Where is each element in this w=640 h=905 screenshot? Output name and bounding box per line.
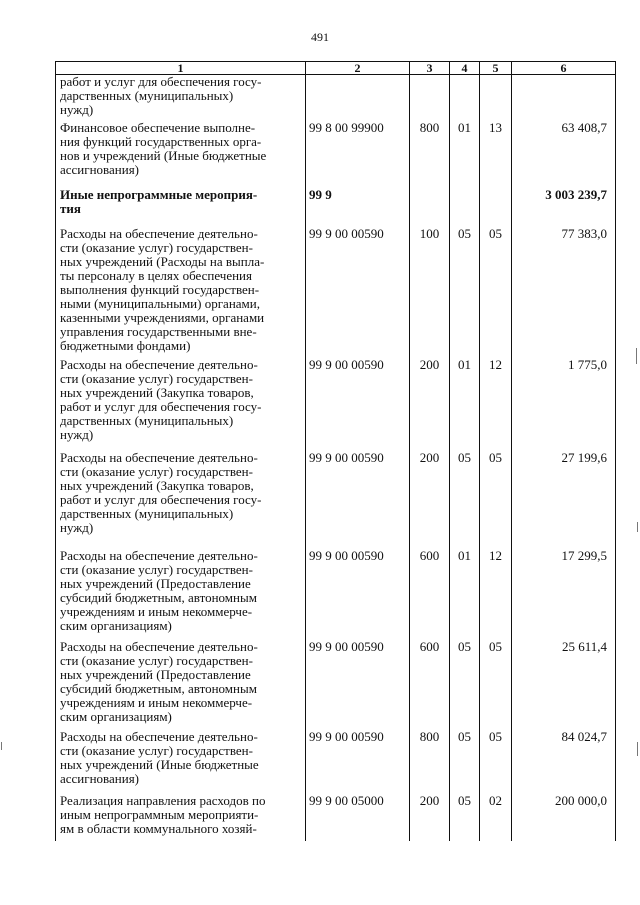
target-article-cell: 99 9 00 00590 (306, 730, 410, 794)
expense-name-cell: Реализация направления расходов по иным непрограммным мероприяти- ям в области коммунального хозяй- (56, 794, 306, 841)
budget-table (55, 61, 616, 841)
section-cell: 05 (450, 730, 480, 794)
section-cell: 05 (450, 794, 480, 841)
subsection-cell: 05 (480, 227, 512, 358)
target-article-cell: 99 9 00 00590 (306, 640, 410, 730)
table-row (56, 549, 616, 640)
table-row (56, 121, 616, 188)
column-header: 3 (410, 62, 450, 75)
table-header-row (56, 62, 616, 75)
target-article-cell: 99 8 00 99900 (306, 121, 410, 188)
expense-type-cell: 600 (410, 549, 450, 640)
expense-type-cell: 600 (410, 640, 450, 730)
amount-cell: 77 383,0 (512, 227, 616, 358)
subsection-cell: 12 (480, 549, 512, 640)
scan-edge-mark (1, 742, 2, 750)
section-cell: 05 (450, 640, 480, 730)
amount-cell: 200 000,0 (512, 794, 616, 841)
expense-name-cell: Расходы на обеспечение деятельно- сти (оказание услуг) государствен- ных учреждений (Закупка товаров, работ и услуг для обеспечения госу- дарственных (муниципальных) нужд) (56, 358, 306, 451)
subsection-cell: 05 (480, 730, 512, 794)
subsection-cell: 12 (480, 358, 512, 451)
expense-name-cell: Расходы на обеспечение деятельно- сти (оказание услуг) государствен- ных учреждений (Закупка товаров, работ и услуг для обеспечения госу- дарственных (муниципальных) нужд) (56, 451, 306, 549)
section-cell: 01 (450, 121, 480, 188)
section-cell (450, 75, 480, 121)
expense-name-cell: Иные непрограммные мероприя- тия (56, 188, 306, 227)
subsection-cell: 02 (480, 794, 512, 841)
table-row (56, 794, 616, 841)
subsection-cell: 05 (480, 640, 512, 730)
target-article-cell: 99 9 00 00590 (306, 358, 410, 451)
table-row (56, 640, 616, 730)
expense-type-cell (410, 75, 450, 121)
amount-cell: 3 003 239,7 (512, 188, 616, 227)
table-row (56, 188, 616, 227)
target-article-cell (306, 75, 410, 121)
expense-type-cell: 200 (410, 358, 450, 451)
expense-name-cell: Финансовое обеспечение выполне- ния функций государственных орга- нов и учреждений (Иные бюджетные ассигнования) (56, 121, 306, 188)
column-header: 6 (512, 62, 616, 75)
target-article-cell: 99 9 00 05000 (306, 794, 410, 841)
column-header: 2 (306, 62, 410, 75)
scan-edge-mark (637, 742, 638, 756)
target-article-cell: 99 9 (306, 188, 410, 227)
subsection-cell (480, 188, 512, 227)
expense-type-cell: 800 (410, 121, 450, 188)
amount-cell: 1 775,0 (512, 358, 616, 451)
subsection-cell: 05 (480, 451, 512, 549)
section-cell: 05 (450, 227, 480, 358)
page-number: 491 (311, 30, 329, 44)
scan-edge-mark (637, 522, 638, 532)
amount-cell: 84 024,7 (512, 730, 616, 794)
expense-type-cell: 200 (410, 451, 450, 549)
expense-type-cell: 200 (410, 794, 450, 841)
column-header: 4 (450, 62, 480, 75)
table-row (56, 730, 616, 794)
section-cell: 05 (450, 451, 480, 549)
column-header: 1 (56, 62, 306, 75)
table-row (56, 227, 616, 358)
amount-cell (512, 75, 616, 121)
section-cell: 01 (450, 549, 480, 640)
table-row (56, 358, 616, 451)
expense-type-cell (410, 188, 450, 227)
expense-name-cell: Расходы на обеспечение деятельно- сти (оказание услуг) государствен- ных учреждений (Предоставление субсидий бюджетным, автономным учреждениям и иным некоммерче- ским организациям) (56, 549, 306, 640)
subsection-cell (480, 75, 512, 121)
scan-edge-mark (636, 348, 637, 364)
amount-cell: 25 611,4 (512, 640, 616, 730)
target-article-cell: 99 9 00 00590 (306, 227, 410, 358)
subsection-cell: 13 (480, 121, 512, 188)
column-header: 5 (480, 62, 512, 75)
table-row (56, 451, 616, 549)
table-body (56, 75, 616, 841)
expense-type-cell: 800 (410, 730, 450, 794)
table-row (56, 75, 616, 121)
amount-cell: 27 199,6 (512, 451, 616, 549)
expense-name-cell: Расходы на обеспечение деятельно- сти (оказание услуг) государствен- ных учреждений (Предоставление субсидий бюджетным, автономным учреждениям и иным некоммерче- ским организациям) (56, 640, 306, 730)
amount-cell: 63 408,7 (512, 121, 616, 188)
section-cell (450, 188, 480, 227)
expense-name-cell: Расходы на обеспечение деятельно- сти (оказание услуг) государствен- ных учреждений (Расходы на выпла- ты персоналу в целях обеспечения выполнения функций государствен- ными (муниципальными) органами, казенными учреждениями, органами управления государственными вне- бюджетными фондами) (56, 227, 306, 358)
target-article-cell: 99 9 00 00590 (306, 451, 410, 549)
expense-name-cell: Расходы на обеспечение деятельно- сти (оказание услуг) государствен- ных учреждений (Иные бюджетные ассигнования) (56, 730, 306, 794)
section-cell: 01 (450, 358, 480, 451)
expense-type-cell: 100 (410, 227, 450, 358)
target-article-cell: 99 9 00 00590 (306, 549, 410, 640)
expense-name-cell: работ и услуг для обеспечения госу- дарственных (муниципальных) нужд) (56, 75, 306, 121)
amount-cell: 17 299,5 (512, 549, 616, 640)
